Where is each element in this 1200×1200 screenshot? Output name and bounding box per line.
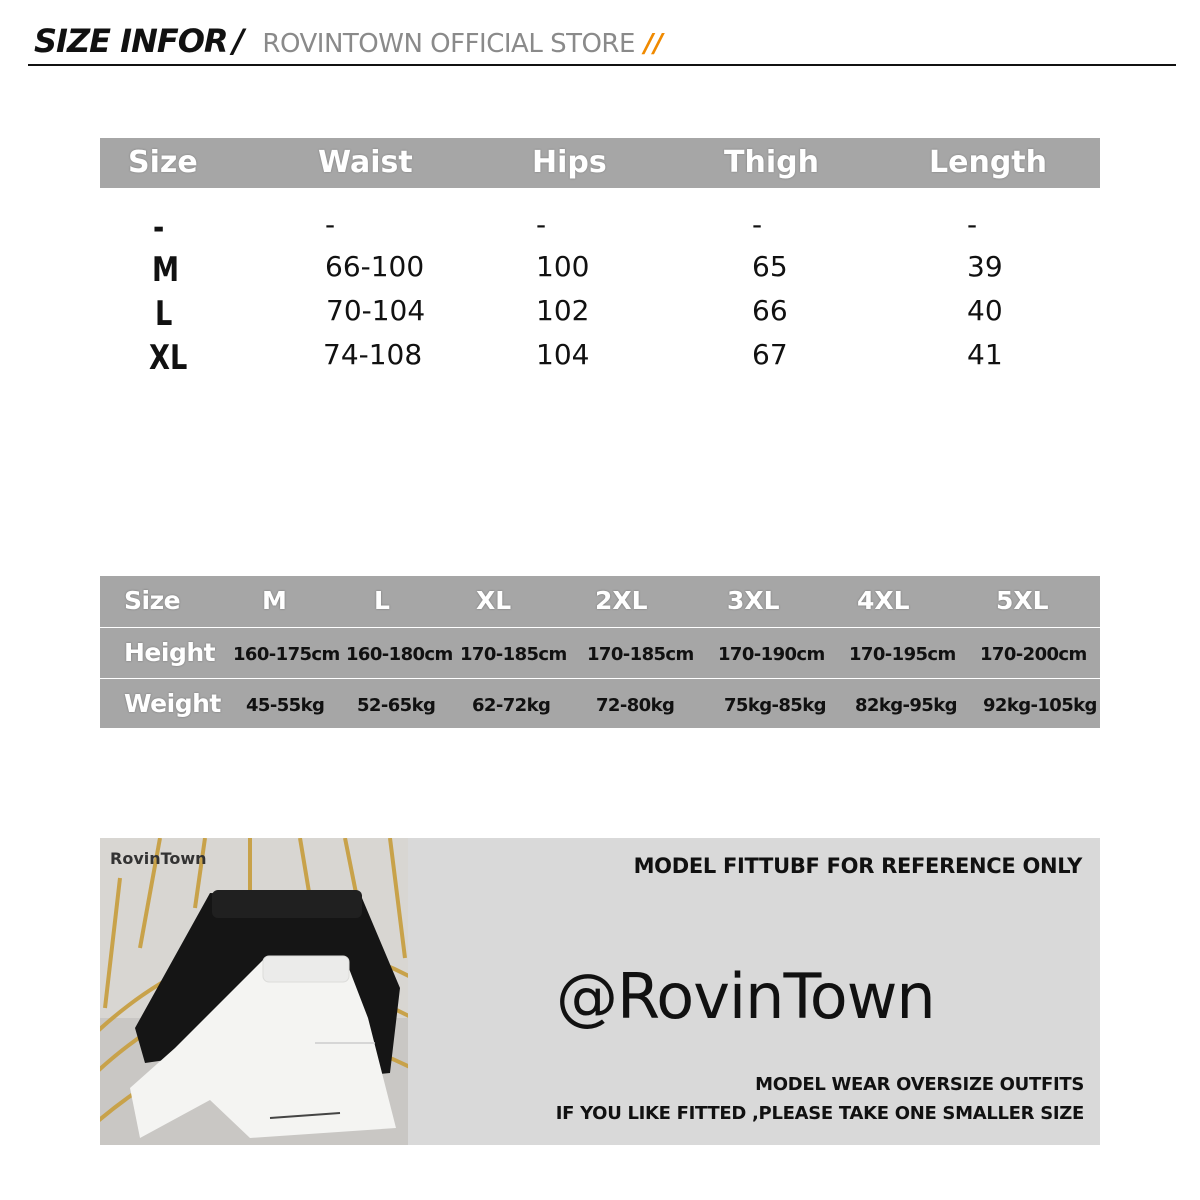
weight-m: 45-55kg xyxy=(246,695,325,716)
height-label: Height xyxy=(124,638,216,667)
size-4xl: 4XL xyxy=(857,586,910,615)
col-size: Size xyxy=(128,145,198,180)
table-row xyxy=(100,250,1100,294)
cell-thigh: 67 xyxy=(752,338,788,371)
fit-weight-row xyxy=(100,678,1100,729)
product-photo xyxy=(100,838,408,1145)
size-advice-note: IF YOU LIKE FITTED ,PLEASE TAKE ONE SMALLER SIZE xyxy=(555,1103,1084,1124)
title-slash: / xyxy=(232,22,244,60)
reference-note: MODEL FITTUBF FOR REFERENCE ONLY xyxy=(633,854,1082,878)
size-2xl: 2XL xyxy=(595,586,648,615)
weight-5xl: 92kg-105kg xyxy=(983,695,1097,716)
height-m: 160-175cm xyxy=(233,644,340,665)
table-row xyxy=(100,294,1100,338)
cell-thigh: - xyxy=(752,208,763,241)
cell-hips: 100 xyxy=(536,250,590,283)
table-row xyxy=(100,338,1100,382)
weight-3xl: 75kg-85kg xyxy=(724,695,826,716)
cell-size: - xyxy=(153,208,165,248)
size-m: M xyxy=(262,586,287,615)
svg-text:RovinTown: RovinTown xyxy=(110,849,207,868)
store-name: ROVINTOWN OFFICIAL STORE xyxy=(262,29,635,59)
col-waist: Waist xyxy=(318,145,413,180)
header-divider xyxy=(28,64,1176,66)
size-l: L xyxy=(374,586,390,615)
cell-size: L xyxy=(155,294,173,334)
weight-label: Weight xyxy=(124,689,221,718)
cell-waist: 70-104 xyxy=(326,294,426,327)
fit-table xyxy=(100,576,1100,728)
height-3xl: 170-190cm xyxy=(718,644,825,665)
height-5xl: 170-200cm xyxy=(980,644,1087,665)
model-banner xyxy=(100,838,1100,1145)
weight-xl: 62-72kg xyxy=(472,695,551,716)
col-length: Length xyxy=(929,145,1047,180)
page-header xyxy=(34,22,663,62)
accent-mark: // xyxy=(644,29,664,59)
shorts-photo-illustration xyxy=(100,838,408,1145)
weight-4xl: 82kg-95kg xyxy=(855,695,957,716)
cell-length: - xyxy=(967,208,978,241)
weight-l: 52-65kg xyxy=(357,695,436,716)
table-row xyxy=(100,208,1100,252)
size-label: Size xyxy=(124,586,181,615)
cell-waist: 74-108 xyxy=(323,338,423,371)
size-5xl: 5XL xyxy=(996,586,1049,615)
size-table-header xyxy=(100,138,1100,188)
cell-length: 39 xyxy=(967,250,1003,283)
brand-handle: @RovinTown xyxy=(556,960,935,1033)
fit-size-row xyxy=(100,576,1100,626)
size-3xl: 3XL xyxy=(727,586,780,615)
cell-waist: 66-100 xyxy=(325,250,425,283)
height-2xl: 170-185cm xyxy=(587,644,694,665)
page-title: SIZE INFOR xyxy=(34,22,228,60)
size-xl: XL xyxy=(476,586,512,615)
cell-length: 41 xyxy=(967,338,1003,371)
cell-thigh: 66 xyxy=(752,294,788,327)
cell-size: M xyxy=(152,250,180,290)
col-thigh: Thigh xyxy=(724,145,819,180)
cell-waist: - xyxy=(325,208,336,241)
cell-thigh: 65 xyxy=(752,250,788,283)
cell-hips: 102 xyxy=(536,294,590,327)
oversize-note: MODEL WEAR OVERSIZE OUTFITS xyxy=(755,1074,1084,1095)
cell-length: 40 xyxy=(967,294,1003,327)
fit-height-row xyxy=(100,627,1100,678)
cell-size: XL xyxy=(149,338,188,378)
height-xl: 170-185cm xyxy=(460,644,567,665)
cell-hips: - xyxy=(536,208,547,241)
col-hips: Hips xyxy=(532,145,607,180)
height-l: 160-180cm xyxy=(346,644,453,665)
weight-2xl: 72-80kg xyxy=(596,695,675,716)
cell-hips: 104 xyxy=(536,338,590,371)
height-4xl: 170-195cm xyxy=(849,644,956,665)
